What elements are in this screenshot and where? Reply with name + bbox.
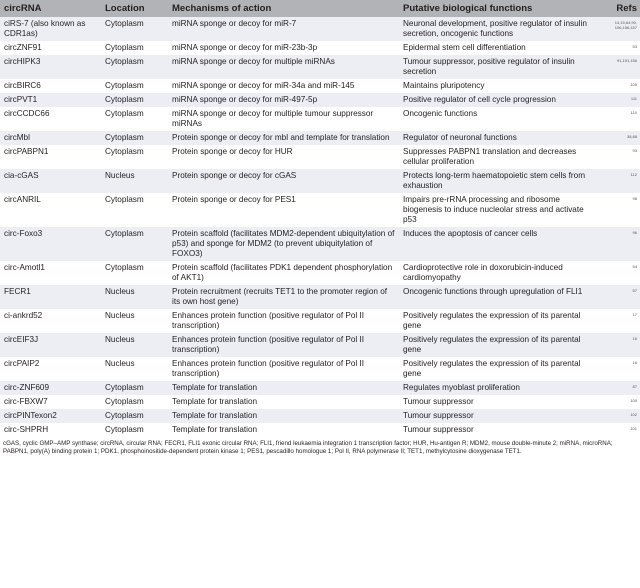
table-row — [0, 261, 640, 285]
circrna-name: circZNF91 — [0, 41, 101, 55]
circrna-name: circANRIL — [0, 193, 101, 227]
mechanism-cell: Template for translation — [168, 395, 399, 409]
table-row — [0, 227, 640, 261]
function-cell: Tumour suppressor — [399, 395, 602, 409]
location-cell: Cytoplasm — [101, 41, 168, 55]
circrna-name: ci-ankrd52 — [0, 309, 101, 333]
circrna-name: circPAIP2 — [0, 357, 101, 381]
table-row — [0, 131, 640, 145]
table-row — [0, 169, 640, 193]
mechanism-cell: Protein scaffold (facilitates PDK1 dependent phosphorylation of AKT1) — [168, 261, 399, 285]
refs-cell: 94 — [602, 261, 640, 285]
header-mechanism: Mechanisms of action — [168, 0, 399, 17]
circrna-name: circPVT1 — [0, 93, 101, 107]
table-body — [0, 17, 640, 437]
circrna-name: circ-ZNF609 — [0, 381, 101, 395]
location-cell: Cytoplasm — [101, 395, 168, 409]
refs-cell: 98 — [602, 193, 640, 227]
mechanism-cell: miRNA sponge or decoy for miR-23b-3p — [168, 41, 399, 55]
circrna-name: circHIPK3 — [0, 55, 101, 79]
table-row — [0, 285, 640, 309]
mechanism-cell: Enhances protein function (positive regulator of Pol II transcription) — [168, 357, 399, 381]
circrna-name: ciRS-7 (also known as CDR1as) — [0, 17, 101, 41]
function-cell: Maintains pluripotency — [399, 79, 602, 93]
circrna-name: circ-FBXW7 — [0, 395, 101, 409]
function-cell: Positively regulates the expression of its parental gene — [399, 333, 602, 357]
function-cell: Suppresses PABPN1 translation and decreases cellular proliferation — [399, 145, 602, 169]
table-row — [0, 357, 640, 381]
refs-cell: 53 — [602, 41, 640, 55]
location-cell: Cytoplasm — [101, 381, 168, 395]
header-function: Putative biological functions — [399, 0, 602, 17]
mechanism-cell: Protein scaffold (facilitates MDM2-dependent ubiquitylation of p53) and sponge for MDM2 (to prevent ubiquitylation of FOXO3) — [168, 227, 399, 261]
refs-cell: 91,151,156 — [602, 55, 640, 79]
refs-cell: 111 — [602, 93, 640, 107]
table-row — [0, 79, 640, 93]
mechanism-cell: miRNA sponge or decoy for multiple tumour suppressor miRNAs — [168, 107, 399, 131]
mechanism-cell: Protein sponge or decoy for PES1 — [168, 193, 399, 227]
mechanism-cell: Template for translation — [168, 381, 399, 395]
location-cell: Nucleus — [101, 309, 168, 333]
location-cell: Cytoplasm — [101, 423, 168, 437]
circrna-name: cia-cGAS — [0, 169, 101, 193]
table-row — [0, 309, 640, 333]
refs-cell: 16 — [602, 357, 640, 381]
function-cell: Induces the apoptosis of cancer cells — [399, 227, 602, 261]
function-cell: Impairs pre-rRNA processing and ribosome biogenesis to induce nucleolar stress and activate p53 — [399, 193, 602, 227]
circrna-name: circEIF3J — [0, 333, 101, 357]
refs-cell: 112 — [602, 169, 640, 193]
table-row — [0, 395, 640, 409]
table-row — [0, 93, 640, 107]
location-cell: Cytoplasm — [101, 261, 168, 285]
table-row — [0, 145, 640, 169]
circrna-name: circPABPN1 — [0, 145, 101, 169]
location-cell: Cytoplasm — [101, 227, 168, 261]
table-footnote: cGAS, cyclic GMP–AMP synthase; circRNA, circular RNA; FECR1, FLI1 exonic circular RNA; FLI1, friend leukaemia integration 1 transcription factor; HUR, Hu-antigen R; MDM2, mouse double-minute 2; miRNA, microRNA; PABPN1, poly(A) binding protein 1; PDK1, phosphoinositide-dependent protein kinase 1; PES1, pescadillo homologue 1; Pol II, RNA polymerase II; TET1, methylcytosine dioxygenase TET1. — [3, 440, 613, 455]
header-refs: Refs — [602, 0, 640, 17]
mechanism-cell: miRNA sponge or decoy for miR-34a and miR-145 — [168, 79, 399, 93]
table-row — [0, 193, 640, 227]
refs-cell: 100 — [602, 395, 640, 409]
refs-cell: 38,88 — [602, 131, 640, 145]
refs-cell: 16 — [602, 333, 640, 357]
location-cell: Cytoplasm — [101, 409, 168, 423]
circrna-name: FECR1 — [0, 285, 101, 309]
mechanism-cell: Protein recruitment (recruits TET1 to the promoter region of its own host gene) — [168, 285, 399, 309]
header-row — [0, 0, 640, 17]
function-cell: Positive regulator of cell cycle progression — [399, 93, 602, 107]
refs-cell: 87 — [602, 381, 640, 395]
function-cell: Neuronal development, positive regulator of insulin secretion, oncogenic functions — [399, 17, 602, 41]
table-row — [0, 17, 640, 41]
refs-cell: 57 — [602, 285, 640, 309]
mechanism-cell: Enhances protein function (positive regulator of Pol II transcription) — [168, 333, 399, 357]
refs-cell: 110 — [602, 107, 640, 131]
function-cell: Tumour suppressor — [399, 409, 602, 423]
circrna-name: circPINTexon2 — [0, 409, 101, 423]
table-row — [0, 41, 640, 55]
mechanism-cell: Enhances protein function (positive regulator of Pol II transcription) — [168, 309, 399, 333]
function-cell: Tumour suppressor, positive regulator of insulin secretion — [399, 55, 602, 79]
location-cell: Cytoplasm — [101, 93, 168, 107]
function-cell: Oncogenic functions — [399, 107, 602, 131]
circrna-name: circMbl — [0, 131, 101, 145]
function-cell: Tumour suppressor — [399, 423, 602, 437]
refs-cell: 101 — [602, 423, 640, 437]
circrna-name: circ-Foxo3 — [0, 227, 101, 261]
mechanism-cell: Protein sponge or decoy for cGAS — [168, 169, 399, 193]
circrna-name: circBIRC6 — [0, 79, 101, 93]
function-cell: Epidermal stem cell differentiation — [399, 41, 602, 55]
function-cell: Cardioprotective role in doxorubicin-induced cardiomyopathy — [399, 261, 602, 285]
mechanism-cell: miRNA sponge or decoy for miR-7 — [168, 17, 399, 41]
table-row — [0, 55, 640, 79]
function-cell: Oncogenic functions through upregulation of FLI1 — [399, 285, 602, 309]
location-cell: Cytoplasm — [101, 193, 168, 227]
refs-cell: 96 — [602, 227, 640, 261]
mechanism-cell: miRNA sponge or decoy for multiple miRNAs — [168, 55, 399, 79]
function-cell: Positively regulates the expression of its parental gene — [399, 309, 602, 333]
location-cell: Cytoplasm — [101, 131, 168, 145]
refs-cell: 17 — [602, 309, 640, 333]
table-row — [0, 107, 640, 131]
refs-cell: 105 — [602, 79, 640, 93]
location-cell: Cytoplasm — [101, 107, 168, 131]
refs-cell: 14,15,64,90, 106,156,157 — [602, 17, 640, 41]
mechanism-cell: Protein sponge or decoy for HUR — [168, 145, 399, 169]
function-cell: Regulator of neuronal functions — [399, 131, 602, 145]
circrna-name: circ-Amotl1 — [0, 261, 101, 285]
header-location: Location — [101, 0, 168, 17]
circrna-name: circCCDC66 — [0, 107, 101, 131]
mechanism-cell: miRNA sponge or decoy for miR-497-5p — [168, 93, 399, 107]
function-cell: Regulates myoblast proliferation — [399, 381, 602, 395]
table-row — [0, 381, 640, 395]
location-cell: Cytoplasm — [101, 145, 168, 169]
location-cell: Nucleus — [101, 169, 168, 193]
table-row — [0, 333, 640, 357]
refs-cell: 102 — [602, 409, 640, 423]
table-header — [0, 0, 640, 17]
location-cell: Nucleus — [101, 285, 168, 309]
mechanism-cell: Template for translation — [168, 409, 399, 423]
refs-cell: 93 — [602, 145, 640, 169]
location-cell: Nucleus — [101, 333, 168, 357]
table-row — [0, 423, 640, 437]
mechanism-cell: Template for translation — [168, 423, 399, 437]
location-cell: Cytoplasm — [101, 17, 168, 41]
function-cell: Protects long-term haematopoietic stem cells from exhaustion — [399, 169, 602, 193]
function-cell: Positively regulates the expression of its parental gene — [399, 357, 602, 381]
location-cell: Cytoplasm — [101, 79, 168, 93]
location-cell: Cytoplasm — [101, 55, 168, 79]
mechanism-cell: Protein sponge or decoy for mbl and template for translation — [168, 131, 399, 145]
location-cell: Nucleus — [101, 357, 168, 381]
header-circrna: circRNA — [0, 0, 101, 17]
table-row — [0, 409, 640, 423]
circrna-name: circ-SHPRH — [0, 423, 101, 437]
